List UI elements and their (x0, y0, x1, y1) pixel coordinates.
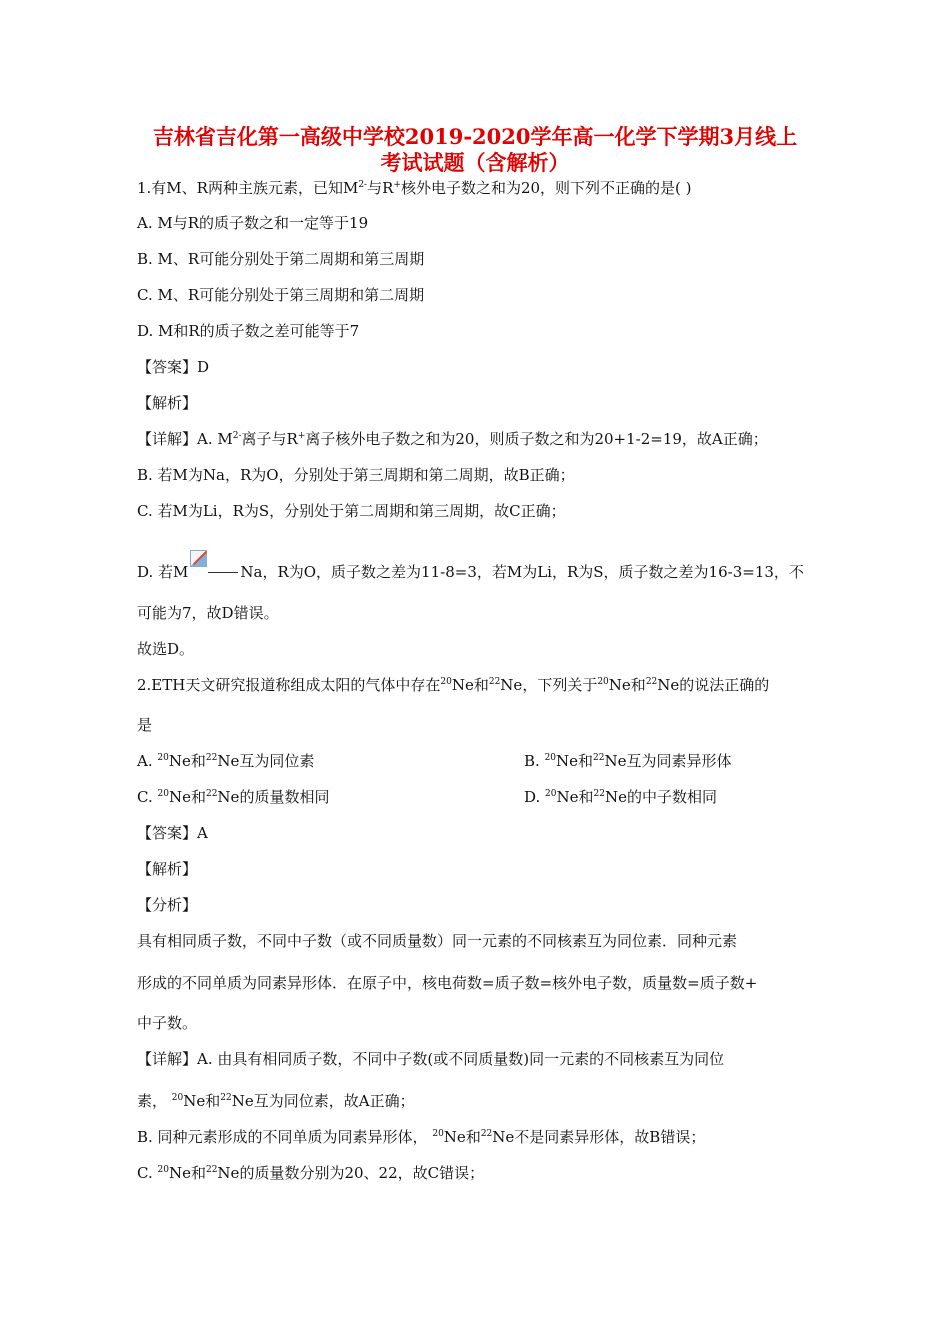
q1-answer: 【答案】D (137, 358, 210, 376)
title-line-2: 考试试题（含解析） (380, 150, 570, 175)
q2-detail-2: 素， $^{20}$Ne和$^{22}$Ne互为同位素，故A正确； (137, 1092, 415, 1110)
q2-fenxi-label: 【分析】 (137, 896, 198, 914)
q2-answer: 【答案】A (137, 824, 208, 842)
q1-conclusion: 故选D。 (137, 640, 195, 658)
q2-detail-1: 【详解】A. 由具有相同质子数，不同中子数(或不同质量数)同一元素的不同核素互为同位 (137, 1050, 725, 1068)
q1-detail-b: B. 若M为Na，R为O，分别处于第三周期和第二周期，故B正确； (137, 466, 575, 484)
q2-option-c: C. $^{20}$Ne和$^{22}$Ne的质量数相同 (137, 788, 330, 806)
q1-detail-a: 【详解】A. $M^{2-}$离子与R+离子核外电子数之和为20，则质子数之和为20+1-2=19，故A正确； (137, 430, 768, 448)
q1-stem: 1.有M、R两种主族元素，已知$M^{2-}$与R+核外电子数之和为20，则下列不正确的是( ) (137, 179, 692, 197)
page-title (0, 124, 950, 176)
q1-analysis-label: 【解析】 (137, 394, 198, 412)
q1-option-a: A. M与R的质子数之和一定等于19 (137, 214, 369, 232)
q2-stem-cont: 是 (137, 716, 153, 734)
q2-option-b: B. $^{20}$Ne和$^{22}$Ne互为同素异形体 (524, 752, 732, 770)
q2-detail-4: C. $^{20}$Ne和$^{22}$Ne的质量数分别为20、22，故C错误； (137, 1164, 485, 1182)
underline-blank (208, 572, 238, 573)
q1-detail-d-cont: 可能为7，故D错误。 (137, 604, 279, 622)
q2-detail-3: B. 同种元素形成的不同单质为同素异形体， $^{20}$Ne和$^{22}$Ne不是同素异形体，故B错误； (137, 1128, 706, 1146)
broken-image-icon (189, 549, 207, 567)
q1-detail-c: C. 若M为Li，R为S，分别处于第二周期和第三周期，故C正确； (137, 502, 566, 520)
q2-fenxi-1: 具有相同质子数，不同中子数（或不同质量数）同一元素的不同核素互为同位素．同种元素 (137, 932, 738, 950)
q2-option-d: D. $^{20}$Ne和$^{22}$Ne的中子数相同 (524, 788, 717, 806)
q2-fenxi-3: 中子数。 (137, 1014, 198, 1032)
title-line-1: 吉林省吉化第一高级中学校2019-2020学年高一化学下学期3月线上 (152, 124, 798, 149)
q1-option-d: D. M和R的质子数之差可能等于7 (137, 322, 360, 340)
q2-stem: 2.ETH天文研究报道称组成太阳的气体中存在$^{20}$Ne和$^{22}$Ne，下列关于$^{20}$Ne和$^{22}$Ne的说法正确的 (137, 676, 770, 694)
q1-option-b: B. M、R可能分别处于第二周期和第三周期 (137, 250, 425, 268)
q2-option-a: A. $^{20}$Ne和$^{22}$Ne互为同位素 (137, 752, 315, 770)
q2-fenxi-2: 形成的不同单质为同素异形体．在原子中，核电荷数=质子数=核外电子数，质量数=质子数+ (137, 974, 758, 992)
q1-detail-d: D. 若M Na，R为O，质子数之差为11-8=3，若M为Li，R为S，质子数之差为16-3=13，不 (137, 549, 804, 582)
q1-option-c: C. M、R可能分别处于第三周期和第二周期 (137, 286, 425, 304)
q2-analysis-label: 【解析】 (137, 860, 198, 878)
